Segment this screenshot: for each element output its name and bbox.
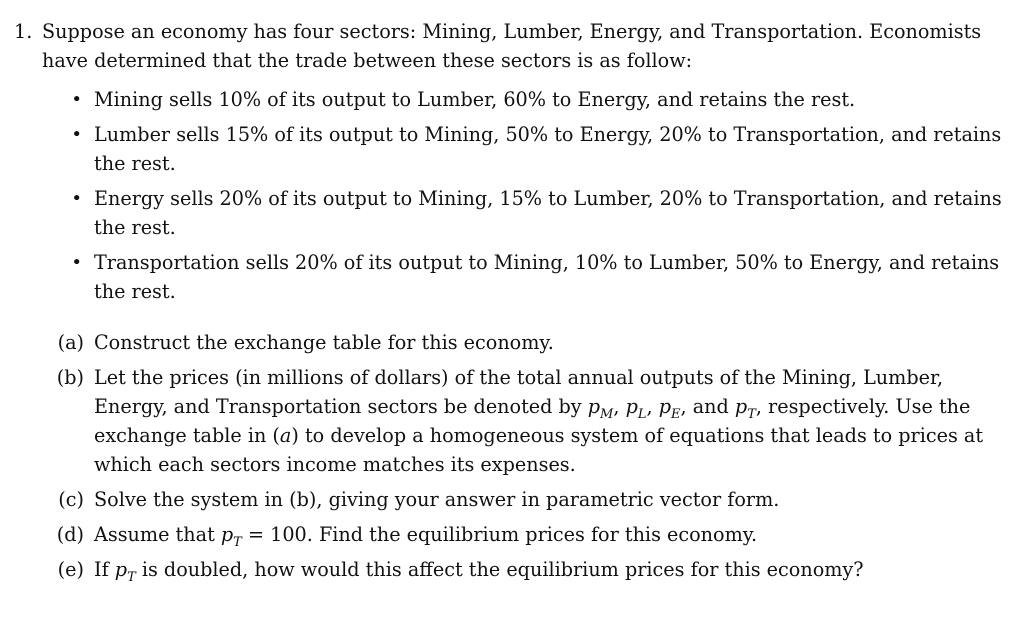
text-segment: Let the prices (in millions of dollars) of the total annual outputs of the Mining, Lumber, Energy, and Transportation sectors be denoted by — [94, 366, 944, 418]
part-text — [94, 555, 1005, 584]
separator: , and — [680, 395, 735, 418]
text-segment: = 100. Find the equilibrium prices for this economy. — [241, 523, 758, 546]
subscript-t: T — [127, 569, 136, 585]
part-label: (a) — [57, 331, 84, 354]
bullet-icon: • — [71, 124, 82, 145]
text-segment: Assume that — [94, 523, 221, 546]
trade-item-energy — [42, 184, 1005, 242]
separator: , — [646, 395, 659, 418]
subscript-l: L — [637, 406, 647, 422]
price-symbol: p — [625, 395, 638, 418]
part-label: (b) — [56, 366, 84, 389]
price-symbol: p — [114, 558, 128, 581]
part-text — [94, 520, 1005, 549]
part-label: (e) — [57, 558, 84, 581]
text-segment: is doubled, how would this affect the equilibrium prices for this economy? — [135, 558, 864, 581]
part-label: (d) — [56, 523, 84, 546]
part-label: (c) — [58, 488, 84, 511]
problem-body — [42, 17, 1005, 590]
trade-text: Lumber sells 15% of its output to Mining, 50% to Energy, 20% to Transportation, and retains the rest. — [94, 123, 1002, 175]
text-segment: If — [94, 558, 115, 581]
price-symbol: p — [734, 395, 748, 418]
text-segment: , respectively. Use the exchange table in ( — [94, 395, 971, 447]
bullet-icon: • — [71, 252, 82, 273]
part-text: Solve the system in (b), giving your answer in parametric vector form. — [94, 488, 780, 511]
problem-1 — [14, 17, 1005, 590]
problem-intro: Suppose an economy has four sectors: Mining, Lumber, Energy, and Transportation. Economists have determined that the trade between these sectors is as follow: — [42, 20, 982, 72]
part-b — [42, 363, 1005, 479]
trade-list — [42, 85, 1005, 306]
part-a — [42, 328, 1005, 357]
text-segment: ) to develop a homogeneous system of equations that leads to prices at which each sectors income matches its expenses. — [94, 424, 984, 476]
trade-item-mining — [42, 85, 1005, 114]
trade-item-transportation — [42, 248, 1005, 306]
trade-item-lumber — [42, 120, 1005, 178]
part-d — [42, 520, 1005, 549]
problem-number: 1. — [14, 20, 33, 43]
part-c — [42, 485, 1005, 514]
price-symbol: p — [587, 395, 601, 418]
part-text: Construct the exchange table for this economy. — [94, 331, 554, 354]
subscript-m: M — [600, 406, 614, 422]
subscript-e: E — [671, 406, 681, 422]
separator: , — [613, 395, 626, 418]
trade-text: Transportation sells 20% of its output to Mining, 10% to Lumber, 50% to Energy, and retains the rest. — [94, 251, 1000, 303]
sub-questions — [42, 328, 1005, 584]
part-e — [42, 555, 1005, 584]
price-symbol: p — [658, 395, 671, 418]
bullet-icon: • — [71, 188, 82, 209]
bullet-icon: • — [71, 89, 82, 110]
reference-a: a — [279, 424, 292, 447]
trade-text: Mining sells 10% of its output to Lumber, 60% to Energy, and retains the rest. — [94, 88, 856, 111]
subscript-t: T — [747, 406, 756, 422]
part-text — [94, 363, 1005, 479]
trade-text: Energy sells 20% of its output to Mining, 15% to Lumber, 20% to Transportation, and retains the rest. — [94, 187, 1002, 239]
subscript-t: T — [233, 534, 242, 550]
price-symbol: p — [220, 523, 234, 546]
